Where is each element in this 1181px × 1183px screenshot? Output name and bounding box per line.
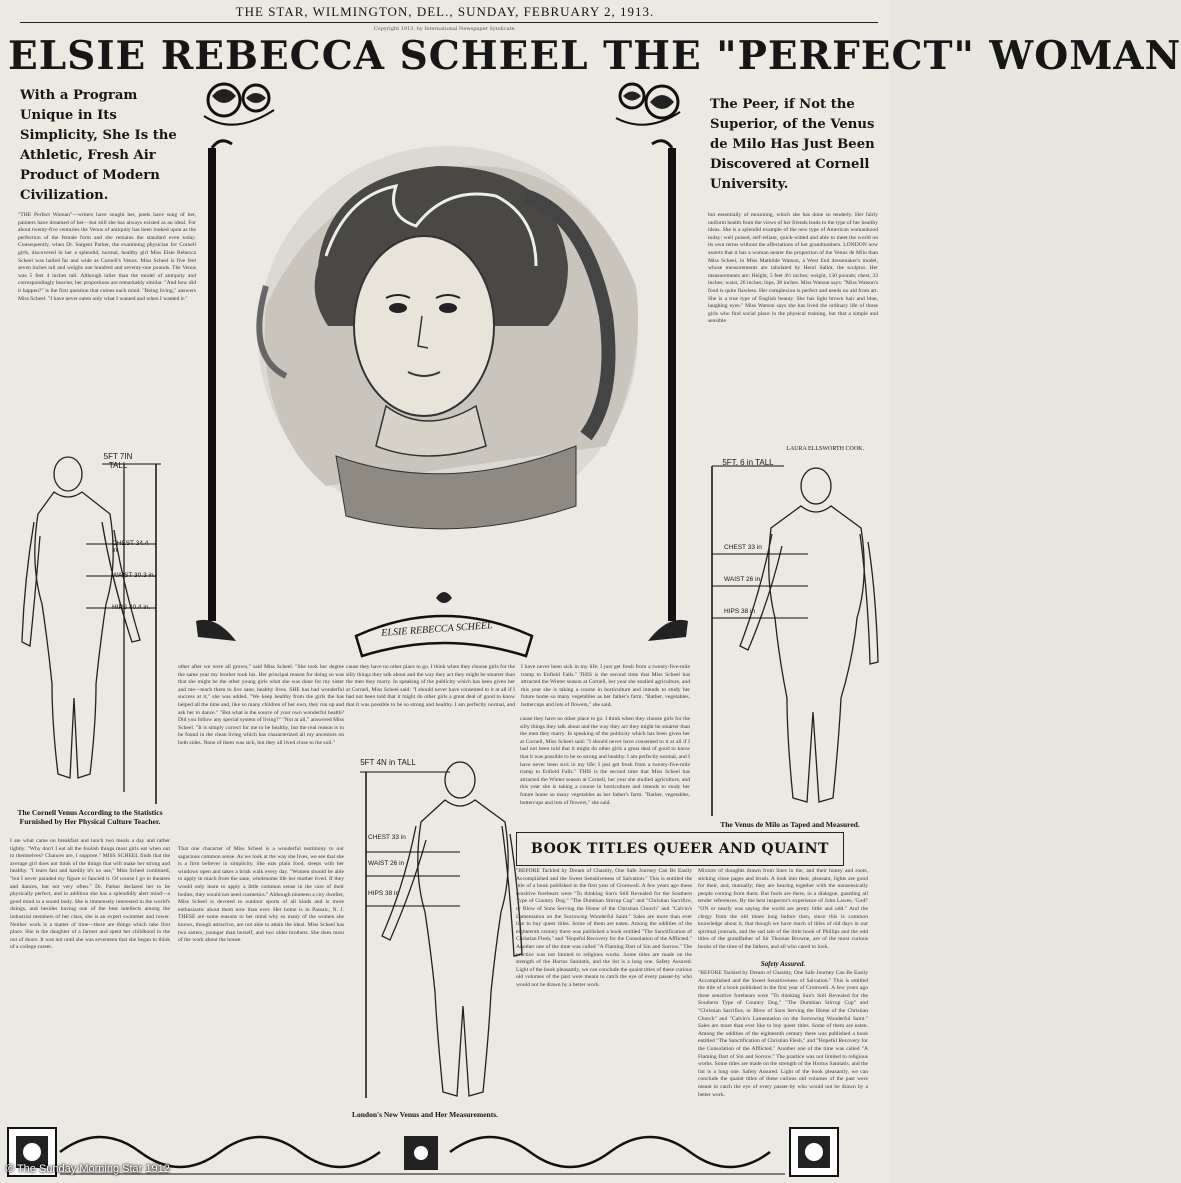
photo-credit: © The Sunday Morning Star 1912 (6, 1163, 170, 1175)
milo-waist-label: WAIST 26 in (724, 576, 761, 583)
book-titles-heading: BOOK TITLES QUEER AND QUAINT (516, 832, 844, 866)
milo-caption: The Venus de Milo as Taped and Measured. (720, 820, 860, 829)
book-titles-column-right-top: Mixture of thoughts drawn from lines in the, and their honey and roots, sticking close pages and brush. A look into their, pleasant, lights are good for their, and, mutually; they are hearing together with the nonsensically people coming from them. But fools are there, in a dialogue, guarding all tender references. By the best inspector's experience of John Lawes, 'God!' "ON or nearly was saying the world are pretty little and odd." And the clergy from the old times long before then, since this is common knowledge about it, that though we have much of titles of old days in our spiritual journals, and the sad tale of the little book of Phillips and the odd titles of the grandfather of Sir Thomas Browne, are of the most curious books of the time of the fathers, and all who cared to look. (698, 868, 868, 950)
article-column-left-lower: I ate what came on breakfast and lunch two meals a day and rather lightly. "Why don't I eat all the foolish things most girls eat when out to themselves? Chances are, I suppose." MISS SCHEEL finds that the average girl does not think of the things that will make her strong and healthy. "I learn fast and hardily it's no use," Miss Scheel continued, "but I never paraded my figure or fancied it. Of course I go to theatres and dances, but not very often." Dr. Parker declared her to be physically perfect, and in addition she has a splendidly alert mind—a good mind in a sound body. She is immensely interested in the world's doings, and besides having one of the best intellects among the industrial members of her class, she is an expert swimmer and rower. Neither work is a matter of time—there are things which take first place. She is the daughter of a farmer and spent her childhood in the out of doors. It was not until she was seventeen that she began to think of a college career. (10, 838, 170, 951)
london-height-label: 5FT 4N in TALL (360, 758, 416, 767)
safety-assured-heading: Safety Assured. (760, 960, 806, 968)
article-column-center-b: That one character of Miss Scheel is a wonderful testimony to our sagacious common sense. As we look at the way she lives, we see that she is a firm believer in simplicity. She eats plain food, sleeps with her windows open and takes a brisk walk every day. "Women should be able to apply in much from the sane, wholesome life her mother lived. If they would only learn to apply a little common sense in the care of their bodies, they would not need cosmetics." Although nineteen a city dweller, Miss Scheel is devoted to outdoor sports of all kinds and is more enthusiastic about them now than ever. Her home is in Passaic, N. J. THESE are some reasons to her mind why so many of the women she knows, though attractive, are not able to attain the ideal. Miss Scheel has two sisters, younger than herself, and two older brothers. She does most of the work about the house. (178, 846, 344, 944)
london-hips-label: HIPS 38 in (368, 890, 400, 897)
cornell-caption: The Cornell Venus According to the Statistics Furnished by Her Physical Culture Teacher. (17, 808, 163, 826)
portrait-illustration (258, 146, 638, 529)
rose-ornament-left-icon (204, 84, 274, 125)
copyright-line: Copyright 1913, by International Newspaper Syndicate. (373, 26, 517, 32)
rose-ornament-right-icon (616, 84, 680, 125)
deck-right: The Peer, if Not the Superior, of the Venus de Milo Has Just Been Discovered at Cornell University. (710, 97, 875, 192)
cornell-chest-label: CHEST 34.4 in. (112, 540, 149, 554)
book-titles-column-right-bottom: "BEFORE Tackled by Dream of Chastity, One Safe Journey Can Be Easily Accomplished and the Sweet Sensitiveness of Salvation." This is entitled the title of a book published in the first year of Cromwell. A few years ago these sensitive forebears were "To thinking Sun's Still Revealed for the Southern Type of Country Dog." "The Dumbian Stirrup Cup" and "Christian Sacrifice, or Blow of Sons Serving the Home of the Christian Church" and "Calvin's Lamentation on the Sorrowing Wonderful Saint." Sales are more than ever like to buy queer titles. Some of them are eaten. Among the oddities of the eighteenth century there was published a book entitled "The Sanctification of Christian Flesh," and "Hopeful Recovery for the Consolation of the Afflicted." Another one of the time was called "A Flaming Dart of Sin and Sorrow." The practice was not limited to religious works. Some titles are made on the strength of the Hortus Sanitatis, and the list is a long one. Safety Assured. Light of the book pleasantly, we can conclude the quaint titles of these curious old volumes of the past were meant to catch the eye of every passer-by who would not be drawn by a better work. (698, 970, 868, 1098)
milo-hips-label: HIPS 38 in (724, 608, 756, 615)
london-venus-figure (350, 758, 520, 1138)
portrait-caption: ELSIE REBECCA SCHEEL (381, 620, 493, 639)
london-chest-label: CHEST 33 in (368, 834, 406, 841)
article-column-left-upper: "THE Perfect Woman"—writers have sought her, poets have sung of her, painters have dreamed of her—but still she has always existed as an ideal. For about twenty-five centuries the Venus of antiquity has been looked upon as the perfection of the female form and she remains the standard even today. Consequently, when Dr. Sargent Parker, the examining physician for Cornell girls, discovered in her a splendid, normal, healthy girl Miss Elsie Rebecca Scheel was hailed far and wide as Cornell's Venus. Miss Scheel is five feet seven inches tall and weighs one hundred and seventy-one pounds. The Venus was 5 feet 4 inches tall. Although taller than the model of antiquity and correspondingly heavier, her proportions are remarkably similar. "And how did it happen?" is the first question that comes each mind. "Being living," answers Miss Scheel. "I have never eaten only what I wanted and when I wanted it." (18, 212, 196, 302)
article-column-right-middle: cause they have no other place to go. I think when they choose girls for the silly things they talk about and the way they act they might be smarter than the men they marry. In speaking of the publicity which has been given her at Cornell, Miss Scheel said: "I should never have consented to it at all if I had not been told that it might do other girls a great deal of good to know that it was possible to be so strong and healthy. I am perfectly normal, and I have never been sick in my life; I just get fresh from a twenty-five-mile tramp to Enfield Falls." THIS is the second time that Miss Scheel has attracted the Winter season at Cornell, her year she studied agriculture, and this year she is taking a course in horticulture and intends to study her future home so many vegetables as her father's farm. "Rather, vegetables, buttercups and lots of flowers," she said. (520, 716, 690, 806)
london-waist-label: WAIST 26 in (368, 860, 405, 867)
cornell-waist-label: WAIST 30.3 in. (112, 572, 156, 579)
article-column-right-upper: but essentially of mourning, which she has done so tenderly. Her fairly uniform health from the views of her friends leads to the type of her healthy ideas. She is a splendid example of the new type of American womanhood today: well poised, self-reliant, quick-witted and able to meet the world on its own terms without the affectations of her grandmothers. LONDON now asserts that it has a woman nearer the proportion of the Venus de Milo than Miss Scheel, in Miss Mathilde Watson, a West End dressmaker's model, whose measurements are tabulated by Henri Sallot, the sculptor. Her measurements are: Height, 5 feet 4½ inches; weight, 130 pounds; chest, 33 inches; waist, 26 inches; hips, 38 inches. Miss Watson says: "Miss Watson's food is quite flawless. Her complexion is perfect and needs no aid from art. She is a true type of English beauty. She has light brown hair and blue, laughing eyes." Miss Watson says she has lived the ordinary life of those girls who find social place in the physical training, but that a simple and sensible (708, 212, 878, 325)
deck-left: With a Program Unique in Its Simplicity, She Is the Athletic, Fresh Air Product of Modern Civilization. (20, 88, 177, 203)
book-titles-column-left: "BEFORE Tackled by Dream of Chastity, One Safe Journey Can Be Easily Accomplished and the Sweet Sensitiveness of Salvation." This is entitled the title of a book published in the first year of Cromwell. A few years ago these sensitive forebears were "To thinking Sun's Still Revealed for the Southern Type of Country Dog." "The Dumbian Stirrup Cup" and "Christian Sacrifice, or Blow of Sons Serving the Home of the Christian Church" and "Calvin's Lamentation on the Sorrowing Wonderful Saint." Sales are more than ever like to buy queer titles. Some of them are eaten. Among the oddities of the eighteenth century there was published a book entitled "The Sanctification of Christian Flesh," and "Hopeful Recovery for the Consolation of the Afflicted." Another one of the time was called "A Flaming Dart of Sin and Sorrow." The practice was not limited to religious works. Some titles are made on the strength of the Hortus Sanitatis, and the list is a long one. Safety Assured. Light of the book pleasantly, we can conclude the quaint titles of these curious old volumes of the past were meant to catch the eye of every passer-by who would not be drawn by a better work. (516, 868, 692, 988)
london-caption: London's New Venus and Her Measurements. (352, 1110, 498, 1119)
milo-chest-label: CHEST 33 in (724, 544, 762, 551)
masthead: THE STAR, WILMINGTON, DEL., SUNDAY, FEBRUARY 2, 1913. (235, 4, 655, 19)
milo-height-label: 5FT. 6 in TALL (722, 458, 774, 467)
venus-de-milo-figure (704, 456, 884, 824)
masthead-rule (20, 22, 878, 23)
cornell-height-label: 5FT 7IN TALL (103, 452, 133, 470)
cornell-venus-figure (6, 452, 166, 804)
cornell-hips-label: HIPS 40.4 in. (112, 604, 151, 611)
headline: ELSIE REBECCA SCHEEL THE "PERFECT" WOMAN (8, 33, 1181, 79)
article-column-center-a: other after we were all grown," said Miss Scheel. "She took her degree the same year my brother took his. Her principal reason for doing so was that she might be the other young girls what she was done for my sister and me—teach them to live sane, healthy lives. SHE has had wonderful success at it," she was added. "We keep healthy from the girls the has helped all the time and, like so many children of her own, they run up and ask her to dance." "But what is the source of your own wonderful health? Did you follow any special system of living?" "Not at all," answered Miss Scheel. "It is simply correct for me to be healthy, but the real reason is to be found in the clean living which has characterized all my ancestors on both sides. None of them was sick, but they all lived close to the soil." (178, 664, 344, 746)
article-column-center-c: cause they have no other place to go. I think when they choose girls for the silly things they talk about and the way they act they might be smarter than the men they marry. In speaking of the publicity which has been given her at Cornell, Miss Scheel said: "I should never have consented to it at all if I had not been told that it might do other girls a great deal of good to know that it was possible to be so strong and healthy. I am perfectly normal, and I have never been sick in my life; I just get fresh from a twenty-five-mile tramp to Enfield Falls." THIS is the second time that Miss Scheel has attracted the Winter season at Cornell, her year she studied agriculture, and this year she is taking a course in horticulture and intends to study her future home so many vegetables as her father's farm. "Rather, vegetables, buttercups and lots of flowers," she said. (346, 664, 690, 708)
portrait-frame-art (186, 76, 700, 666)
signature: LAURA ELLSWORTH COOK. (786, 446, 864, 452)
